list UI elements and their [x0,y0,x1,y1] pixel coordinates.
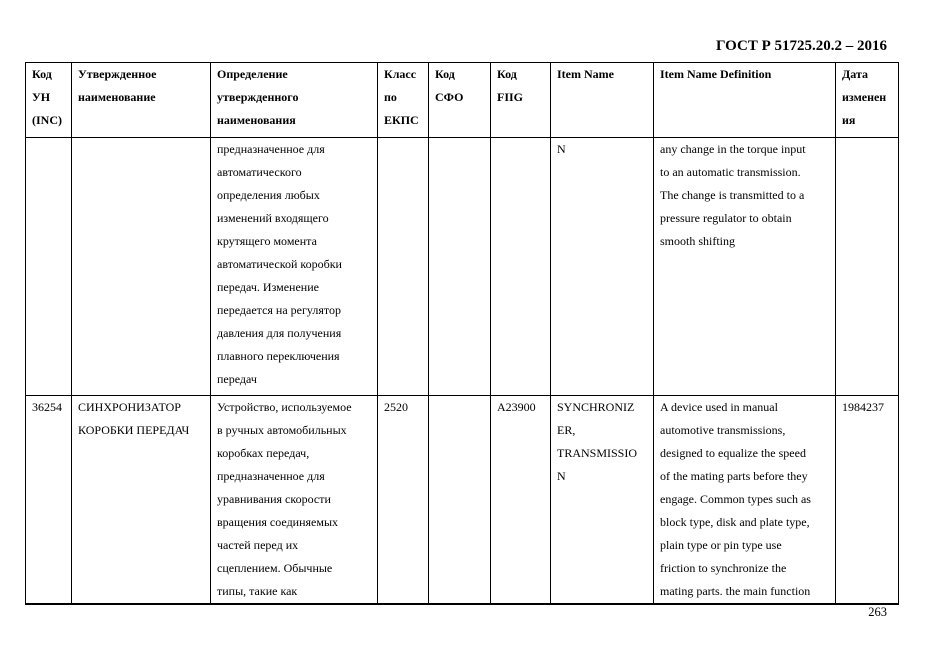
header-change-date: Дата изменен ия [836,63,899,138]
header-inc: Код УН (INC) [26,63,72,138]
header-approved-name: Утвержденное наименование [72,63,211,138]
page-number: 263 [868,605,887,619]
cell-sfo [429,138,491,396]
cell-inc: 36254 [26,396,72,605]
cell-class: 2520 [378,396,429,605]
header-sfo: Код СФО [429,63,491,138]
specification-table [25,62,899,605]
table-header-row [26,63,899,138]
header-definition: Определение утвержденного наименования [211,63,378,138]
cell-fiig: A23900 [491,396,551,605]
table-row [26,396,899,605]
cell-fiig [491,138,551,396]
cell-item-name-definition: A device used in manual automotive transmissions, designed to equalize the speed of the mating parts before they engage. Common types such as block type, disk and plate type, plain type or pin type use friction to synchronize the mating parts. the main function [654,396,836,605]
cell-definition: предназначенное для автоматического определения любых изменений входящего крутящего момента автоматической коробки передач. Изменение передается на регулятор давления для получения плавного переключения передач [211,138,378,396]
table-row [26,138,899,396]
cell-item-name: SYNCHRONIZ ER, TRANSMISSIO N [551,396,654,605]
header-fiig: Код FIIG [491,63,551,138]
cell-item-name: N [551,138,654,396]
cell-change-date [836,138,899,396]
cell-approved-name: СИНХРОНИЗАТОР КОРОБКИ ПЕРЕДАЧ [72,396,211,605]
cell-item-name-definition: any change in the torque input to an automatic transmission. The change is transmitted to a pressure regulator to obtain smooth shifting [654,138,836,396]
cell-inc [26,138,72,396]
cell-definition: Устройство, используемое в ручных автомобильных коробках передач, предназначенное для уравнивания скорости вращения соединяемых частей перед их сцеплением. Обычные типы, такие как [211,396,378,605]
standard-title: ГОСТ Р 51725.20.2 – 2016 [715,38,887,54]
cell-approved-name [72,138,211,396]
header-item-name-definition: Item Name Definition [654,63,836,138]
cell-sfo [429,396,491,605]
header-class: Класс по ЕКПС [378,63,429,138]
cell-change-date: 1984237 [836,396,899,605]
cell-class [378,138,429,396]
header-item-name: Item Name [551,63,654,138]
